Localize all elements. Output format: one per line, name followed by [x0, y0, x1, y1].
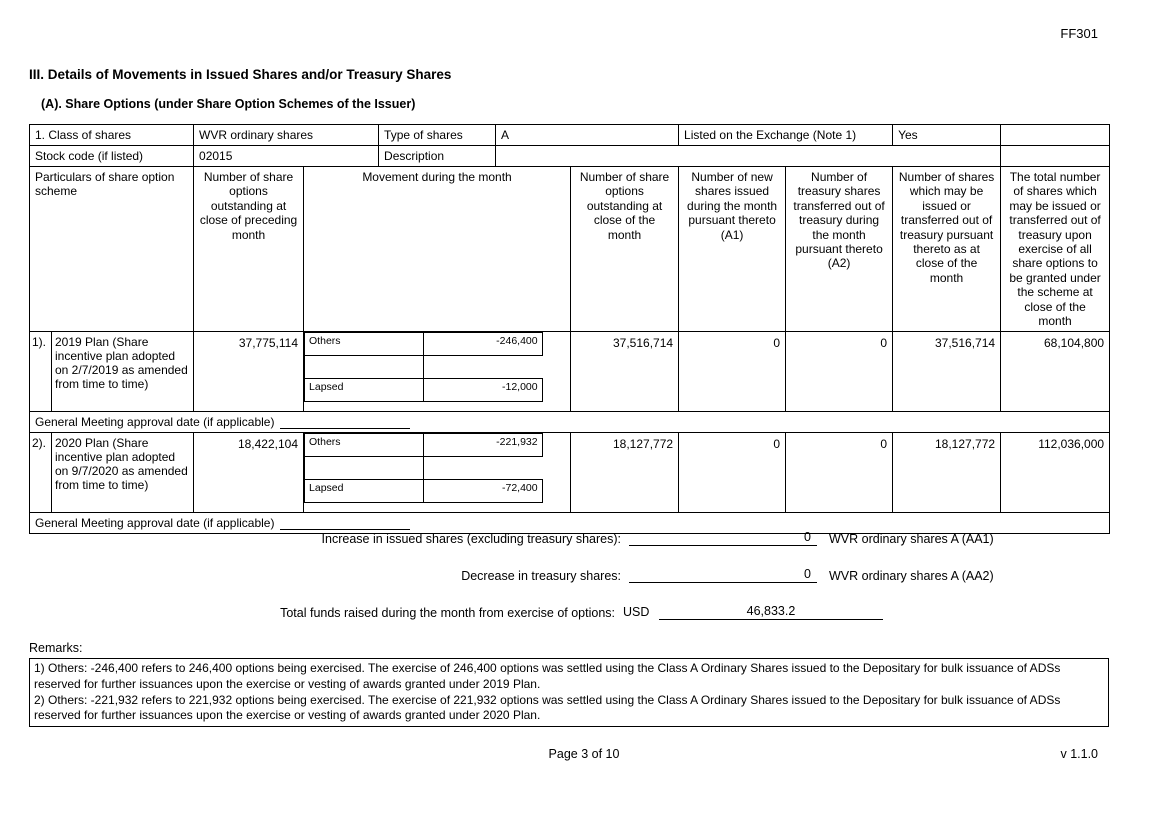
- listed-on-exchange-value: Yes: [893, 125, 1001, 146]
- scheme-outstanding-preceding: 18,422,104: [194, 433, 304, 513]
- column-header-row: [30, 167, 1110, 332]
- listed-on-exchange-extra: [1001, 125, 1110, 146]
- class-of-shares-value: WVR ordinary shares: [194, 125, 379, 146]
- scheme-new-shares-a1: 0: [679, 433, 786, 513]
- header-may-be-issued: Number of shares which may be issued or transferred out of treasury pursuant thereto as at close of the month: [893, 167, 1001, 332]
- scheme-may-be-issued: 18,127,772: [893, 433, 1001, 513]
- scheme-total-number: 112,036,000: [1001, 433, 1110, 513]
- movement-spacer: [542, 457, 569, 480]
- movement-row-blank: [305, 457, 570, 480]
- gm-approval-label: General Meeting approval date (if applicable): [35, 415, 275, 430]
- movement-row: [305, 434, 570, 457]
- movement-row-blank: [305, 356, 570, 379]
- remark-line-2: 2) Others: -221,932 refers to 221,932 options being exercised. The exercise of 221,932 options was settled using the Class A Ordinary Shares issued to the Depositary for bulk issuance of ADSs reserved for further issuances upon the exercise or vesting of awards granted under 2020 Plan.: [34, 692, 1061, 723]
- type-of-shares-label: Type of shares: [379, 125, 496, 146]
- movement-label: Lapsed: [305, 379, 424, 402]
- movement-spacer: [542, 480, 569, 503]
- movement-spacer: [542, 379, 569, 402]
- decrease-treasury-shares-value: 0: [629, 567, 817, 583]
- header-new-shares-a1: Number of new shares issued during the month pursuant thereto (A1): [679, 167, 786, 332]
- header-treasury-a2: Number of treasury shares transferred out of treasury during the month pursuant thereto (A2): [786, 167, 893, 332]
- subsection-title: (A). Share Options (under Share Option Schemes of the Issuer): [41, 97, 416, 111]
- scheme-movement-cell: [304, 433, 571, 513]
- total-funds-raised-row: [29, 604, 1109, 620]
- total-funds-raised-value: 46,833.2: [659, 604, 883, 620]
- movement-value: -72,400: [423, 480, 542, 503]
- movement-table: [304, 332, 570, 402]
- movement-table: [304, 433, 570, 503]
- movement-spacer: [542, 434, 569, 457]
- section-title: III. Details of Movements in Issued Shares and/or Treasury Shares: [29, 67, 452, 82]
- remark-line-1: 1) Others: -246,400 refers to 246,400 options being exercised. The exercise of 246,400 options was settled using the Class A Ordinary Shares issued to the Depositary for bulk issuance of ADSs reserved for further issuances upon the exercise or vesting of awards granted under 2019 Plan.: [34, 661, 1061, 691]
- listed-on-exchange-label: Listed on the Exchange (Note 1): [679, 125, 893, 146]
- scheme-outstanding-close: 37,516,714: [571, 332, 679, 412]
- scheme-total-number: 68,104,800: [1001, 332, 1110, 412]
- total-funds-raised-label: Total funds raised during the month from exercise of options:: [280, 606, 615, 620]
- decrease-treasury-shares-unit: WVR ordinary shares A (AA2): [829, 569, 994, 583]
- movement-spacer: [542, 356, 569, 379]
- gm-approval-row: [30, 412, 1110, 433]
- movement-label: Lapsed: [305, 480, 424, 503]
- scheme-may-be-issued: 37,516,714: [893, 332, 1001, 412]
- total-funds-currency: USD: [623, 605, 650, 619]
- share-options-table: [29, 124, 1110, 534]
- header-total-number: The total number of shares which may be issued or transferred out of treasury upon exercise of all share options to be granted under the scheme at close of the month: [1001, 167, 1110, 332]
- scheme-index: 1).: [30, 332, 52, 412]
- movement-row: [305, 333, 570, 356]
- movement-blank-value: [423, 457, 542, 480]
- scheme-name: 2019 Plan (Share incentive plan adopted on 2/7/2019 as amended from time to time): [52, 332, 194, 412]
- scheme-movement-cell: [304, 332, 571, 412]
- identity-row-stock-code: [30, 146, 1110, 167]
- decrease-treasury-shares-row: [29, 567, 1109, 583]
- increase-issued-shares-value: 0: [629, 530, 817, 546]
- movement-value: -246,400: [423, 333, 542, 356]
- gm-approval-cell: [30, 412, 1110, 433]
- movement-label: Others: [305, 434, 424, 457]
- remarks-box: [29, 658, 1109, 727]
- movement-row: [305, 379, 570, 402]
- movement-row: [305, 480, 570, 503]
- scheme-treasury-a2: 0: [786, 433, 893, 513]
- movement-value: -221,932: [423, 434, 542, 457]
- scheme-new-shares-a1: 0: [679, 332, 786, 412]
- description-value: [496, 146, 1001, 167]
- movement-label: Others: [305, 333, 424, 356]
- description-extra: [1001, 146, 1110, 167]
- stock-code-value: 02015: [194, 146, 379, 167]
- class-of-shares-label: 1. Class of shares: [30, 125, 194, 146]
- increase-issued-shares-row: [29, 530, 1109, 546]
- movement-value: -12,000: [423, 379, 542, 402]
- movement-blank-value: [423, 356, 542, 379]
- form-code: FF301: [1060, 26, 1098, 41]
- scheme-index: 2).: [30, 433, 52, 513]
- identity-row-class: [30, 125, 1110, 146]
- gm-approval-label: General Meeting approval date (if applicable): [35, 516, 275, 531]
- scheme-row: [30, 332, 1110, 412]
- scheme-treasury-a2: 0: [786, 332, 893, 412]
- decrease-treasury-shares-label: Decrease in treasury shares:: [461, 569, 621, 583]
- header-particulars: Particulars of share option scheme: [30, 167, 194, 332]
- gm-approval-blank[interactable]: [280, 517, 410, 530]
- movement-blank-label: [305, 457, 424, 480]
- scheme-name: 2020 Plan (Share incentive plan adopted on 9/7/2020 as amended from time to time): [52, 433, 194, 513]
- movement-blank-label: [305, 356, 424, 379]
- description-label: Description: [379, 146, 496, 167]
- scheme-outstanding-close: 18,127,772: [571, 433, 679, 513]
- type-of-shares-value: A: [496, 125, 679, 146]
- movement-spacer: [542, 333, 569, 356]
- scheme-row: [30, 433, 1110, 513]
- header-outstanding-close: Number of share options outstanding at close of the month: [571, 167, 679, 332]
- page-number: Page 3 of 10: [548, 747, 620, 761]
- summary-section: [29, 530, 1109, 641]
- header-outstanding-preceding: Number of share options outstanding at close of preceding month: [194, 167, 304, 332]
- version-label: v 1.1.0: [1060, 747, 1098, 761]
- gm-approval-blank[interactable]: [280, 416, 410, 429]
- remarks-label: Remarks:: [29, 641, 83, 655]
- increase-issued-shares-unit: WVR ordinary shares A (AA1): [829, 532, 994, 546]
- increase-issued-shares-label: Increase in issued shares (excluding treasury shares):: [321, 532, 621, 546]
- header-movement: Movement during the month: [304, 167, 571, 332]
- scheme-outstanding-preceding: 37,775,114: [194, 332, 304, 412]
- stock-code-label: Stock code (if listed): [30, 146, 194, 167]
